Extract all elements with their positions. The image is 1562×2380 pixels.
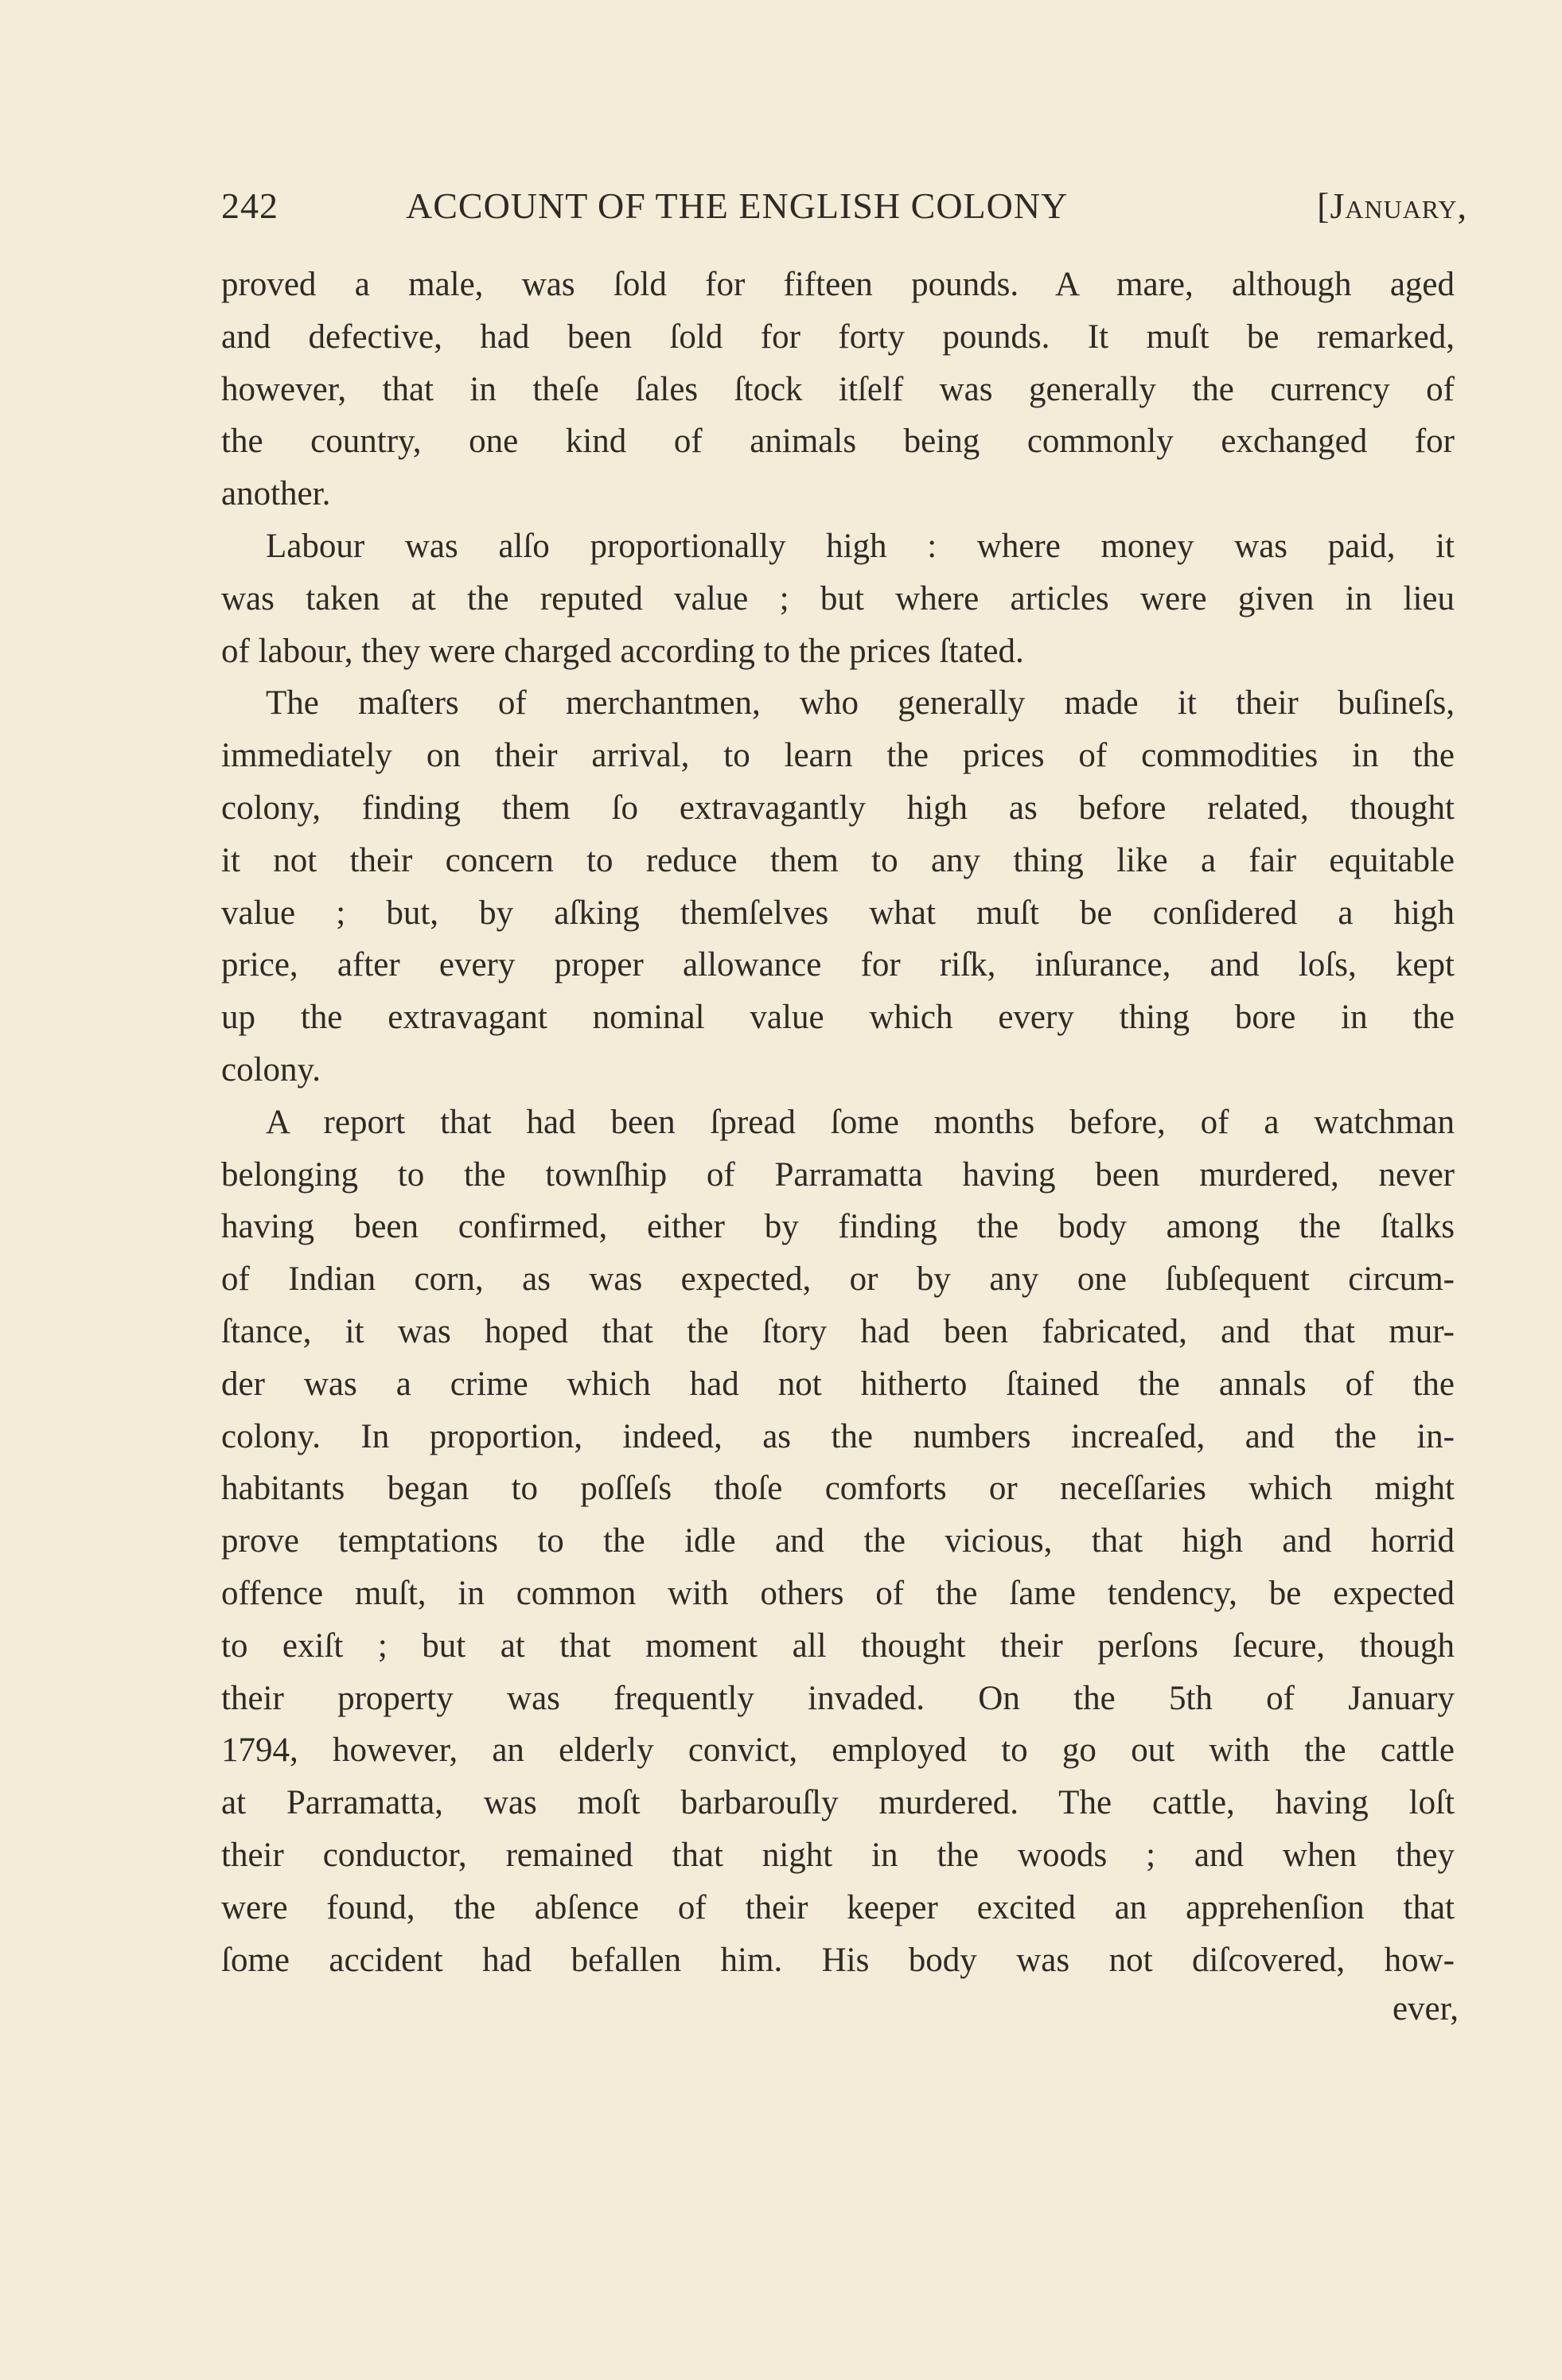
catchword: ever, [1392, 1990, 1459, 2027]
text-line: and defective, had been ſold for forty pounds. It muſt be remarked, [221, 317, 1455, 356]
text-line: proved a male, was ſold for fifteen pounds. A mare, although aged [221, 266, 1455, 303]
text-line: ſtance, it was hoped that the ſtory had been fabricated, and that mur- [221, 1312, 1455, 1350]
text-line: price, after every proper allowance for riſk, inſurance, and loſs, kept [221, 946, 1455, 984]
text-line: it not their concern to reduce them to any thing like a fair equitable [221, 841, 1455, 879]
text-line: of Indian corn, as was expected, or by any one ſubſequent circum- [221, 1260, 1455, 1299]
text-line: was taken at the reputed value ; but where articles were given in lieu [221, 579, 1455, 617]
text-line: The maſters of merchantmen, who generally made it their buſineſs, [266, 684, 1455, 723]
page-number: 242 [221, 185, 279, 226]
running-month: [January, [1317, 185, 1467, 226]
text-line: immediately on their arrival, to learn the prices of commodities in the [221, 737, 1455, 775]
text-line: offence muſt, in common with others of the ſame tendency, be expected [221, 1574, 1455, 1612]
text-line: prove temptations to the idle and the vicious, that high and horrid [221, 1522, 1455, 1560]
text-line: their conductor, remained that night in the woods ; and when they [221, 1836, 1455, 1874]
text-line: A report that had been ſpread ſome months before, of a watchman [266, 1103, 1455, 1141]
text-line: however, that in theſe ſales ſtock itſelf was generally the currency of [221, 370, 1455, 408]
body-text [221, 259, 1455, 1986]
running-header [221, 185, 1467, 232]
text-line: belonging to the townſhip of Parramatta having been murdered, never [221, 1155, 1455, 1194]
running-title: ACCOUNT OF THE ENGLISH COLONY [406, 185, 1069, 226]
text-line: colony. [221, 1050, 321, 1089]
text-line: the country, one kind of animals being commonly exchanged for [221, 423, 1455, 461]
text-line: value ; but, by aſking themſelves what muſt be conſidered a high [221, 894, 1455, 932]
text-line: 1794, however, an elderly convict, employed to go out with the cattle [221, 1731, 1455, 1770]
text-line: of labour, they were charged according to the prices ſtated. [221, 632, 1024, 670]
text-line: their property was frequently invaded. On the 5th of January [221, 1679, 1455, 1717]
text-line: were found, the abſence of their keeper excited an apprehenſion that [221, 1888, 1455, 1926]
text-line: at Parramatta, was moſt barbarouſly murdered. The cattle, having loſt [221, 1784, 1455, 1822]
text-line: having been confirmed, either by finding the body among the ſtalks [221, 1208, 1455, 1246]
text-line: colony. In proportion, indeed, as the numbers increaſed, and the in- [221, 1417, 1455, 1455]
text-line: colony, finding them ſo extravagantly high as before related, thought [221, 789, 1455, 827]
text-line: ſome accident had befallen him. His body was not diſcovered, how- [221, 1941, 1455, 1979]
text-line: habitants began to poſſeſs thoſe comforts or neceſſaries which might [221, 1470, 1455, 1508]
text-line: up the extravagant nominal value which every thing bore in the [221, 999, 1455, 1037]
text-line: another. [221, 475, 331, 513]
text-line: der was a crime which had not hitherto ſtained the annals of the [221, 1365, 1455, 1403]
text-line: Labour was alſo proportionally high : where money was paid, it [266, 527, 1455, 565]
text-line: to exiſt ; but at that moment all thought their perſons ſecure, though [221, 1626, 1455, 1665]
